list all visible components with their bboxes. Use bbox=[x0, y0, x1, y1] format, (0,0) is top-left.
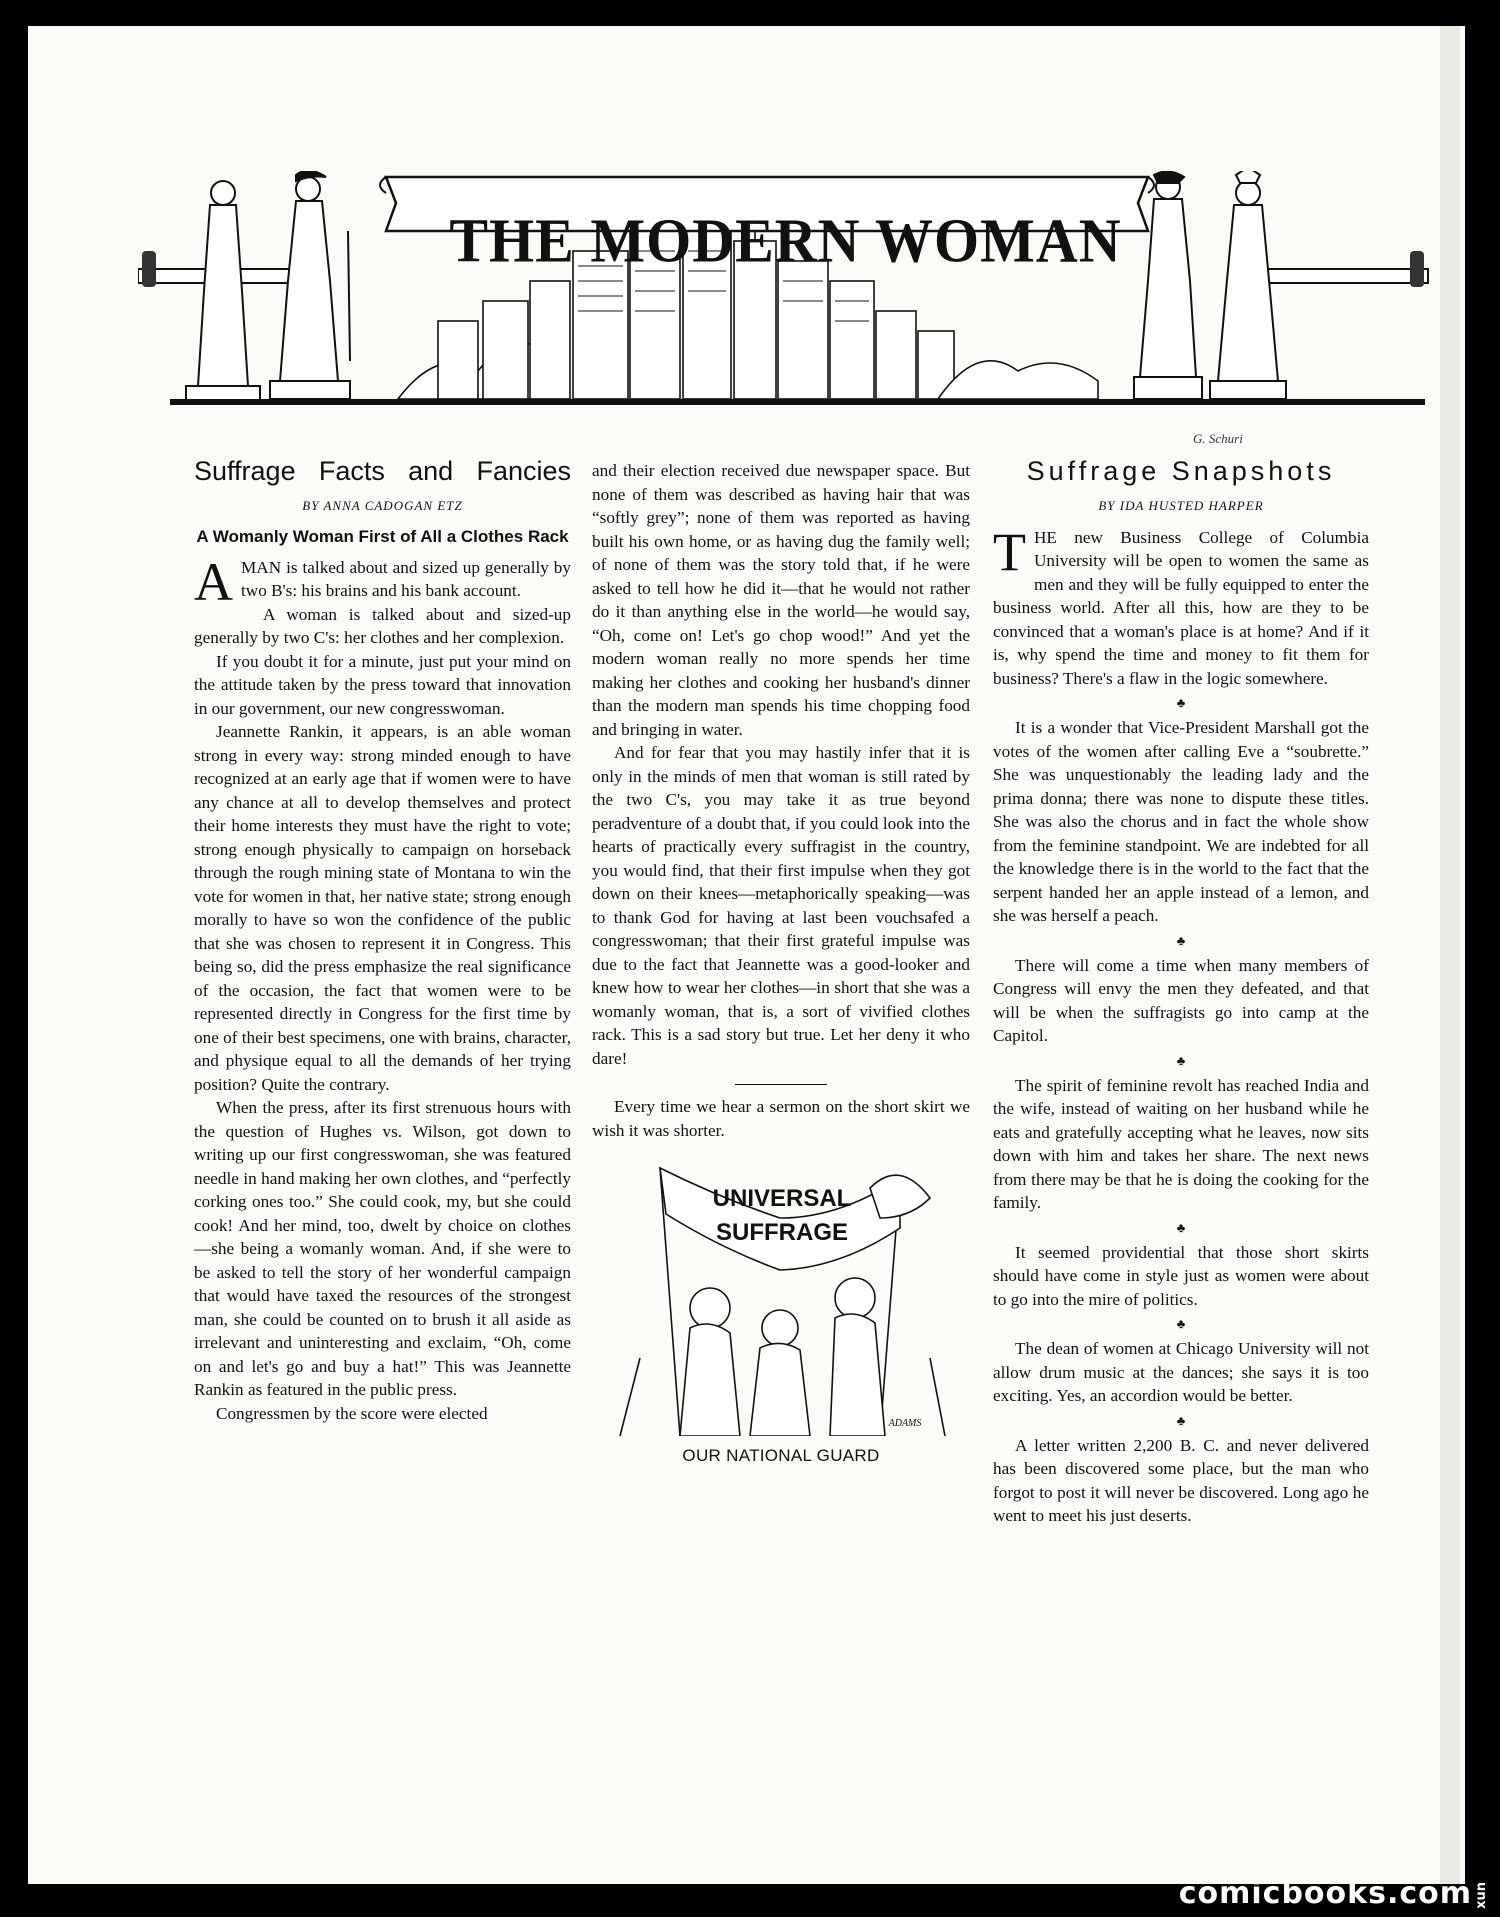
article-paragraph: The spirit of feminine revolt has reached India and the wife, instead of waiting on her husband while he eats and gratefully accepting what he leaves, now sits down with him and takes her share. The next news from there may be that he is doing the cooking for the family. bbox=[993, 1075, 1369, 1212]
article-paragraph: Jeannette Rankin, it appears, is an able woman strong in every way: strong minded enough to have recognized at an early age that if women were to have any chance at all to develop themselves and protect their home interests they must have the right to vote; strong enough physically to campaign on horseback through the rough mining state of Montana to win the vote for women in that, her native state; strong enough morally to have so won the confidence of the public that she was chosen to represent it in Congress. This being so, did the press emphasize the real significance of the occasion, the fact that women were to be represented directly in Congress for the first time by one of their best specimens, one with brains, character, and physique equal to all the demands of her trying position? Quite the contrary. bbox=[194, 722, 571, 1094]
article-byline: BY IDA HUSTED HARPER bbox=[1098, 498, 1264, 513]
club-separator-icon: ♣ bbox=[1176, 1219, 1186, 1235]
drop-cap: A bbox=[194, 551, 233, 612]
cartoon-artwork bbox=[600, 1158, 962, 1436]
page-gutter bbox=[1440, 26, 1460, 1884]
article-paragraph bbox=[194, 551, 571, 612]
club-separator-icon: ♣ bbox=[1176, 1316, 1186, 1331]
article-paragraph bbox=[993, 521, 1369, 691]
article-subhead: A Womanly Woman First of All a Clothes Rack bbox=[196, 526, 569, 546]
drop-cap: T bbox=[993, 521, 1026, 582]
club-separator-icon: ♣ bbox=[1176, 1412, 1186, 1428]
club-separator-icon: ♣ bbox=[1176, 1052, 1186, 1068]
article-paragraph: A woman is talked about and sized-up generally by two C's: her clothes and her complexion. bbox=[194, 604, 571, 647]
article-paragraph: Congressmen by the score were elected bbox=[216, 1403, 488, 1423]
column-suffrage-snapshots bbox=[993, 454, 1369, 1528]
cartoon-signature: ADAMS bbox=[888, 1418, 922, 1429]
article-byline: BY ANNA CADOGAN ETZ bbox=[302, 498, 463, 513]
cartoon-caption: OUR NATIONAL GUARD bbox=[682, 1446, 880, 1465]
artist-signature: G. Schuri bbox=[1193, 431, 1243, 446]
site-watermark: comicbooks.com bbox=[1178, 1876, 1472, 1911]
article-headline: Suffrage Facts and Fancies bbox=[194, 456, 571, 486]
article-paragraph: If you doubt it for a minute, just put your mind on the attitude taken by the press toward that innovation in our government, our new congresswoman. bbox=[194, 651, 571, 718]
article-paragraph: It seemed providential that those short skirts should have come in style just as women were about to go into the mire of politics. bbox=[993, 1242, 1369, 1309]
page-tag: xun bbox=[1474, 1882, 1489, 1909]
column-continuation bbox=[592, 459, 970, 1468]
article-paragraph: and their election received due newspaper space. But none of them was described as having hair that was “softly grey”; none of them was reported as having built his own home, or as having dug the family well; of none of them was the story told that, if he were asked to tell how he did it—that he would not rather do it than anything else in the world—he would say, “Oh, come on! Let's go chop wood!” And yet the modern woman really no more spends her time making her clothes and cooking her husband's dinner than the modern man spends his time chopping food and bringing in water. bbox=[592, 461, 970, 739]
article-paragraph: It is a wonder that Vice-President Marshall got the votes of the women after calling Eve a “soubrette.” She was unquestionably the leading lady and the prima donna; there was none to dispute these titles. She was also the chorus and in fact the whole show from the feminine standpoint. We are indebted for all the knowledge there is in the world to the fact that the serpent handed her an apple instead of a lemon, and she was herself a peach. bbox=[993, 718, 1369, 925]
article-paragraph: Every time we hear a sermon on the short skirt we wish it was shorter. bbox=[592, 1097, 970, 1140]
column-suffrage-facts bbox=[194, 454, 571, 1425]
cartoon-banner-line1: UNIVERSAL bbox=[712, 1185, 852, 1212]
article-paragraph: When the press, after its first strenuous hours with the question of Hughes vs. Wilson, got down to writing up our first congresswoman, she was featured needle in hand making her own clothes, and “perfectly corking ones too.” She could cook, my, but she could cook! And her mind, too, dwelt by choice on clothes—she being a womanly woman. And, if she were to be asked to tell the story of her wonderful campaign that would have taxed the resources of the strongest man, she could be counted on to brush it all aside as irrelevant and uninteresting and exclaim, “Oh, come on and let's go and buy a hat!” This was Jeannette Rankin as featured in the public press. bbox=[194, 1098, 571, 1399]
article-paragraph: And for fear that you may hastily infer that it is only in the minds of men that woman is still rated by the two C's, you may take it as true beyond peradventure of a doubt that, if you could look into the hearts of practically every suffragist in the country, you would find, that their first impulse when they got down on their knees—metaphorically speaking—was to thank God for having at last been vouchsafed a congresswoman; that their first grateful impulse was due to the fact that Jeannette was a good-looker and knew how to wear her clothes—in short that she was a womanly woman, that is, a sort of vivified clothes rack. This is a sad story but true. Let her deny it who dare! bbox=[592, 743, 970, 1068]
article-paragraph: There will come a time when many members of Congress will envy the men they defeated, and that will be when the suffragists go into camp at the Capitol. bbox=[993, 955, 1369, 1045]
club-separator-icon: ♣ bbox=[1176, 932, 1186, 948]
masthead-illustration bbox=[138, 171, 1433, 431]
masthead-title: THE MODERN WOMAN bbox=[449, 205, 1122, 276]
club-separator-icon: ♣ bbox=[1176, 695, 1186, 710]
cartoon-banner-line2: SUFFRAGE bbox=[716, 1219, 848, 1246]
suffrage-cartoon bbox=[600, 1158, 962, 1468]
article-paragraph: The dean of women at Chicago University will not allow drum music at the dances; she says it is too exciting. Yes, an accordion would be better. bbox=[993, 1339, 1369, 1405]
paragraph-text: MAN is talked about and sized up generally by two B's: his brains and his bank account. bbox=[241, 557, 571, 600]
paragraph-text: HE new Business College of Columbia University will be open to women the same as men and they will be fully equipped to enter the business world. After all this, how are they to be convinced that a woman's place is at home? And if it is, why spend the time and money to fit them for business? There's a flaw in the logic somewhere. bbox=[993, 527, 1369, 688]
section-divider bbox=[735, 1084, 827, 1085]
article-headline: Suffrage Snapshots bbox=[1026, 456, 1336, 486]
article-paragraph: A letter written 2,200 B. C. and never delivered has been discovered some place, but the man who forgot to post it will never be discovered. Long ago he went to meet his just deserts. bbox=[993, 1435, 1369, 1525]
magazine-page bbox=[28, 26, 1465, 1884]
